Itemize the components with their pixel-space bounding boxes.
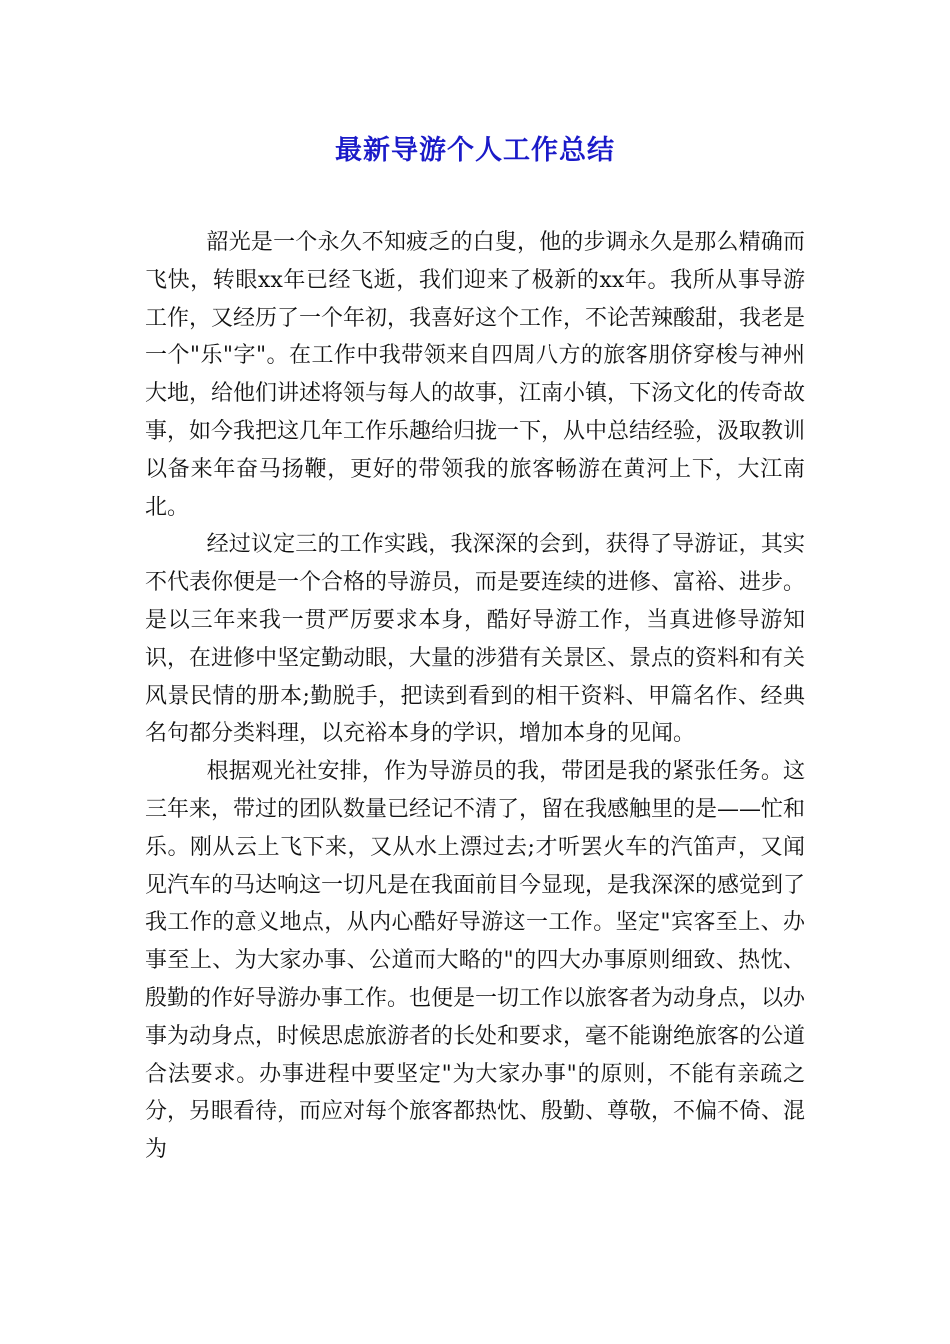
- paragraph-1: 韶光是一个永久不知疲乏的白叟，他的步调永久是那么精确而飞快，转眼xx年已经飞逝，我们迎来了极新的xx年。我所从事导游工作，又经历了一个年初，我喜好这个工作，不论苦辣酸甜，我老是一个"乐"字"。在工作中我带领来自四周八方的旅客朋侪穿梭与神州大地，给他们讲述将领与每人的故事，江南小镇，下汤文化的传奇故事，如今我把这几年工作乐趣给归拢一下，从中总结经验，汲取教训以备来年奋马扬鞭，更好的带领我的旅客畅游在黄河上下，大江南北。: [145, 230, 806, 520]
- document-body: [145, 224, 805, 1169]
- document-title: 最新导游个人工作总结: [335, 135, 615, 166]
- paragraph-2: 经过议定三的工作实践，我深深的会到，获得了导游证，其实不代表你便是一个合格的导游员，而是要连续的进修、富裕、进步。是以三年来我一贯严厉要求本身，酷好导游工作，当真进修导游知识，在进修中坚定勤动眼，大量的涉猎有关景区、景点的资料和有关风景民情的册本;勤脱手，把读到看到的相干资料、甲篇名作、经典名句都分类料理，以充裕本身的学识，增加本身的见闻。: [145, 532, 806, 747]
- paragraph-3: 根据观光社安排，作为导游员的我，带团是我的紧张任务。这三年来，带过的团队数量已经记不清了，留在我感触里的是——忙和乐。刚从云上飞下来，又从水上漂过去;才听罢火车的汽笛声，又闻见汽车的马达响这一切凡是在我面前目今显现，是我深深的感觉到了我工作的意义地点，从内心酷好导游这一工作。坚定"宾客至上、办事至上、为大家办事、公道而大略的"的四大办事原则细致、热忱、殷勤的作好导游办事工作。也便是一切工作以旅客者为动身点，以办事为动身点，时候思虑旅游者的长处和要求，毫不能谢绝旅客的公道合法要求。办事进程中要坚定"为大家办事"的原则，不能有亲疏之分，另眼看待，而应对每个旅客都热忱、殷勤、尊敬，不偏不倚、混为: [145, 759, 806, 1163]
